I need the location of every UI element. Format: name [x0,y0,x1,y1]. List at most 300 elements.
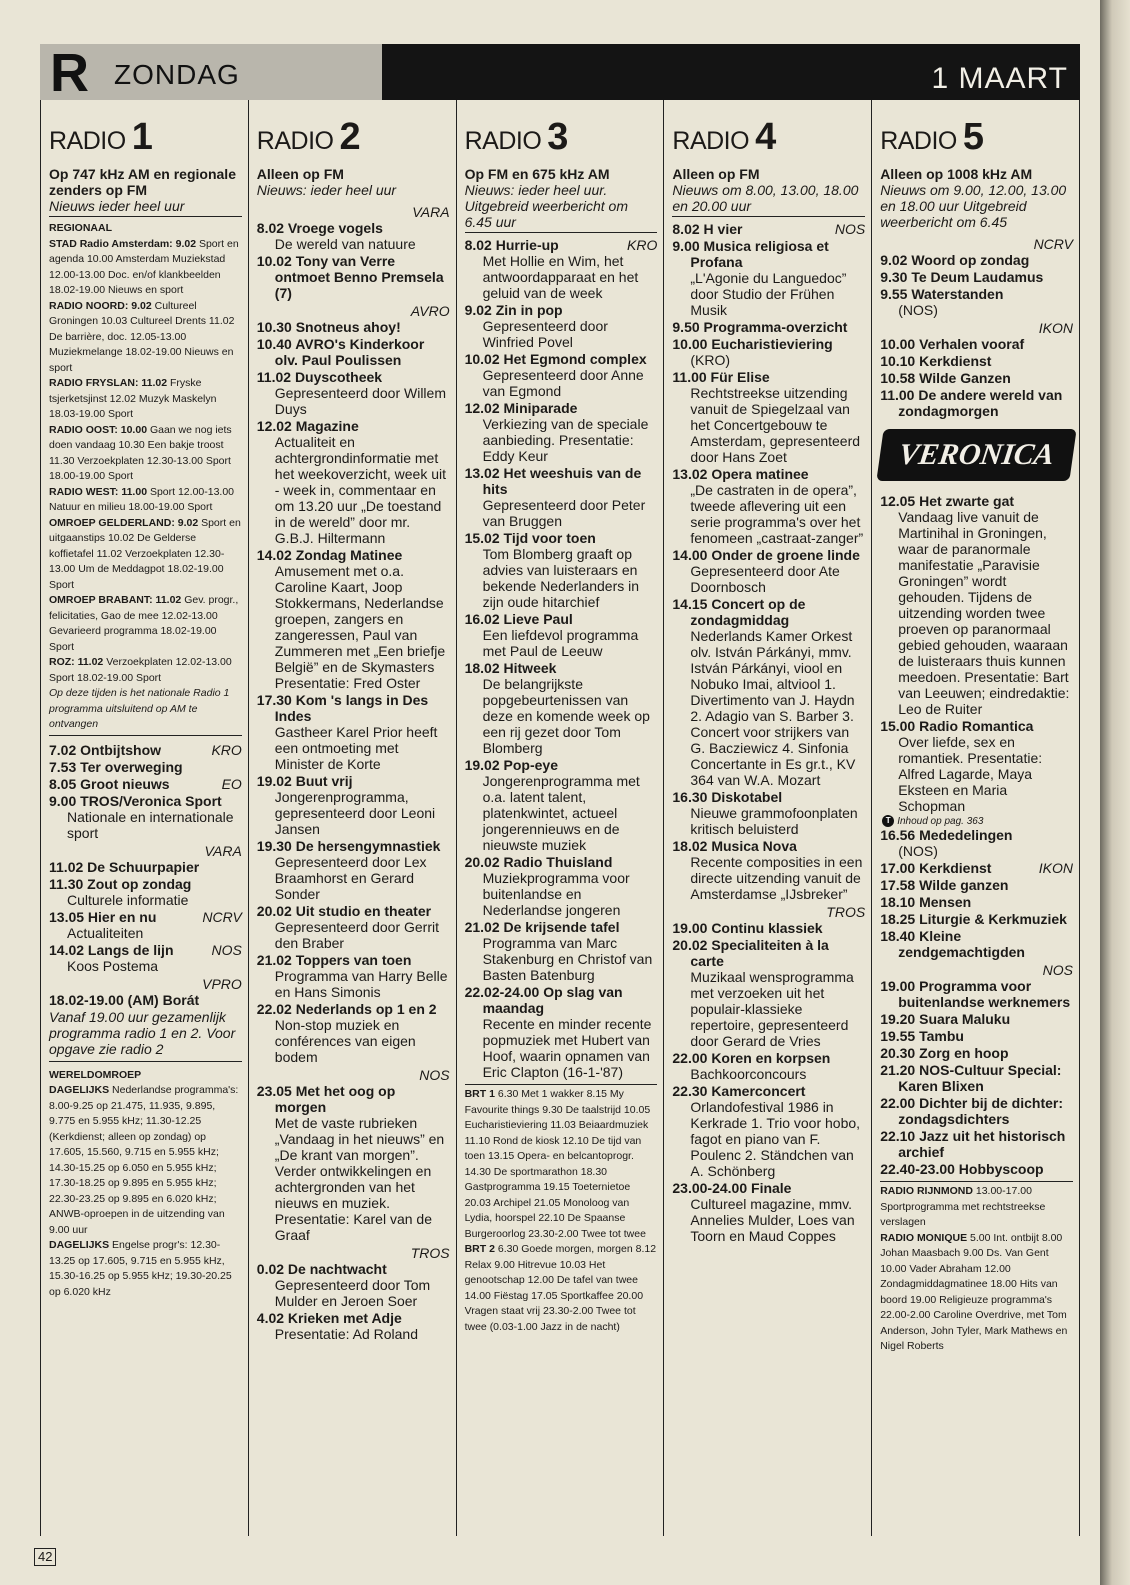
listing-paragraph [49,1068,242,1084]
program-title-text: 19.55 Tambu [880,1028,964,1044]
program-title [257,1001,450,1017]
radio1-title [49,116,242,160]
listing-paragraph [465,1242,658,1335]
program-title [672,238,865,270]
program-title-text: 13.02 Het weeshuis van de hits [464,465,642,497]
program-title [672,1083,865,1099]
program-entry [257,773,450,837]
program-entry [257,547,450,691]
program-title [880,269,1073,285]
program-entry [672,937,865,1049]
radio2-column [249,100,457,1536]
radio4-intro [672,166,865,217]
program-title [49,759,242,775]
program-title [880,894,1073,910]
program-description: Actualiteiten [67,924,144,941]
program-title-text: 18.02-19.00 (AM) Borát [49,991,200,1008]
program-description: Actualiteit en achtergrondinformatie met het weekoverzicht, week uit - week in, commentaar en om 13.20 uur „De toestand in de wereld” door mr. G.B.J. Hiltermann [274,434,446,546]
program-entry [49,759,242,775]
program-title-text: 18.02 Hitweek [464,660,557,676]
program-entry [880,286,1073,318]
program-title-text: 20.02 Uit studio en theater [256,903,432,919]
program-title-text: 17.58 Wilde ganzen [880,877,1009,893]
program-title-text: 4.02 Krieken met Adje [256,1310,402,1326]
listing-paragraph [49,1238,242,1300]
program-title [465,757,658,773]
radio4-column [664,100,872,1536]
program-title [257,773,450,789]
program-title [672,466,865,482]
program-title-text: 19.00 Programma voor buitenlandse werknemers [880,978,1071,1010]
program-title-text: 10.58 Wilde Ganzen [880,370,1011,386]
program-title [672,1180,865,1196]
program-description: Programma van Harry Belle en Hans Simonis [274,968,448,1000]
program-title [49,992,242,1008]
station-name: BRT 2 [464,1243,495,1255]
broadcaster-label: IKON [1038,320,1073,336]
program-title-text: 21.02 De krijsende tafel [464,919,620,935]
station-name: BRT 1 [464,1088,495,1100]
broadcaster-label: TROS [410,1245,450,1261]
station-word: RADIO [49,127,126,155]
program-title [880,978,1073,1010]
program-title-text: 17.00 Kerkdienst [880,860,992,876]
program-description: Gepresenteerd door Willem Duys [274,385,446,417]
program-entry [880,978,1073,1010]
program-entry [465,530,658,610]
program-title [880,1062,1073,1094]
program-entry [672,238,865,318]
program-title [672,319,865,335]
program-title-text: 23.05 Met het oog op morgen [256,1083,396,1115]
program-title-text: 18.10 Mensen [880,894,972,910]
program-title-text: 22.00 Koren en korpsen [672,1050,831,1066]
news-info: Nieuws om 8.00, 13.00, 18.00 en 20.00 uur [672,182,859,214]
program-title [880,1028,1073,1044]
program-title [257,547,450,563]
program-title-text: 19.30 De hersengymnastiek [256,838,441,854]
program-entry [257,1261,450,1309]
station-number: 5 [962,116,984,158]
program-title-text: 12.02 Miniparade [464,400,578,416]
program-title [257,1083,450,1115]
program-title [880,1045,1073,1061]
program-title-text: 18.25 Liturgie & Kerkmuziek [880,911,1067,927]
program-description: Rechtstreekse uitzending vanuit de Spiegelzaal van het Concertgebouw te Amsterdam, gepresenteerd door Hans Zoet [690,385,861,465]
news-info: Nieuws ieder heel uur [49,198,185,214]
program-title [465,237,658,253]
program-title [465,984,658,1016]
program-entry [465,302,658,350]
program-title [49,742,242,758]
program-title-text: 22.10 Jazz uit het historisch archief [880,1128,1066,1160]
broadcaster-label: AVRO [410,303,450,319]
page-number: 42 [34,1548,56,1566]
frequency-info: Alleen op 1008 kHz AM [880,166,1033,182]
program-description: Culturele informatie [67,891,189,908]
program-description: Muziekprogramma voor buitenlandse en Nederlandse jongeren [482,870,630,918]
program-list [465,237,658,1080]
program-title [49,776,242,792]
program-entry [672,920,865,936]
program-entry [880,877,1073,893]
program-description: „De castraten in de opera”, tweede aflevering uit een serie programma's over het fenomeen „castraat-zanger” [690,482,864,546]
program-title-text: 8.02 H vier [672,221,743,237]
program-list [49,742,242,1008]
program-entry [672,1050,865,1082]
world-service-listing [49,1068,242,1301]
program-description: Jongerenprogramma met o.a. latent talent, platenkwintet, actueel jongerennieuws en de nieuwste muziek [482,773,640,853]
program-entry [672,1083,865,1179]
closing-note [49,1009,242,1062]
radio2-title [256,116,450,160]
veronica-program-list [880,493,1073,814]
frequency-info: Alleen op FM [256,166,344,182]
program-description: Gastheer Karel Prior heeft een ontmoeting met Minister de Korte [274,724,438,772]
listing-paragraph [49,593,242,655]
program-entry [257,220,450,252]
program-description: Orlandofestival 1986 in Kerkrade 1. Trio voor hobo, fagot en piano van F. Poulenc 2. Ständchen van A. Schönberg [690,1099,861,1179]
program-description: Jongerenprogramma, gepresenteerd door Leoni Jansen [274,789,436,837]
listing-text: Cultureel Groningen 10.03 Cultureel Drents 11.02 De barrière, doc. 12.05-13.00 Muziekmelange 18.02-19.00 Nieuws en sport [49,299,235,374]
program-entry [672,547,865,595]
listing-text: Gev. progr., felicitaties, Gao de mee 12.02-13.00 Gevarieerd programma 18.02-19.00 Sport [49,594,239,653]
station-columns [40,100,1080,1536]
program-title [49,876,242,892]
program-entry [465,400,658,464]
program-title [672,1050,865,1066]
program-title-text: 0.02 De nachtwacht [256,1261,387,1277]
program-entry [672,1180,865,1244]
program-title-text: 10.00 Eucharistieviering [672,336,833,352]
frequency-info: Alleen op FM [672,166,760,182]
program-title-text: 10.30 Snotneus ahoy! [256,319,401,335]
program-title-text: 18.02 Musica Nova [672,838,797,854]
program-title [257,1310,450,1326]
program-title-text: 23.00-24.00 Finale [672,1180,792,1196]
program-title-text: 8.05 Groot nieuws [49,775,170,792]
program-title-text: 16.56 Mededelingen [880,827,1013,843]
program-title [257,692,450,724]
station-name: OMROEP GELDERLAND: 9.02 [49,516,199,529]
program-title [880,860,1073,876]
program-title-text: 22.02 Nederlands op 1 en 2 [256,1001,437,1017]
program-entry [672,221,865,237]
broadcaster-label: VARA [412,204,450,220]
program-title-text: 8.02 Vroege vogels [256,220,383,236]
broadcaster-label: NOS [419,1067,450,1083]
program-title [880,877,1073,893]
program-entry [880,493,1073,717]
regional-note [49,686,242,736]
program-title-text: 22.40-23.00 Hobbyscoop [880,1161,1044,1177]
program-title [880,336,1073,352]
program-title [465,351,658,367]
program-title-text: 19.02 Buut vrij [256,773,353,789]
regional-listing [49,221,242,686]
listing-paragraph [49,485,242,516]
program-title-text: 19.20 Suara Maluku [880,1011,1011,1027]
program-description: Gepresenteerd door Anne van Egmond [482,367,644,399]
program-entry [880,860,1073,876]
program-entry [465,757,658,853]
program-title [880,928,1073,960]
program-title-text: 9.00 Musica religiosa et Profana [672,238,829,270]
program-title-text: 8.02 Hurrie-up [464,237,559,253]
program-entry [880,911,1073,927]
program-title [880,827,1073,843]
station-name: STAD Radio Amsterdam: 9.02 [49,237,197,250]
program-description: Met de vaste rubrieken „Vandaag in het nieuws” en „De krant van morgen”. Verder ontwikkelingen en achtergronden van het nieuws en muziek. Presentatie: Karel van de Graaf [274,1115,445,1243]
program-title-text: 11.00 Für Elise [672,369,770,385]
program-description: Muzikaal wensprogramma met verzoeken uit het populair-klassieke repertoire, gepresenteerd door Gerard de Vries [690,969,854,1049]
radio2-intro [257,166,450,200]
program-entry [49,793,242,841]
listing-text: 13.00-17.00 Sportprogramma met rechtstreekse verslagen [880,1185,1046,1228]
program-list [257,204,450,1342]
program-title-text: 14.02 Zondag Matinee [256,547,403,563]
note-text: Op deze tijden is het nationale Radio 1 programma uitsluitend op AM te ontvangen [49,686,242,736]
program-title-text: 10.40 AVRO's Kinderkoor olv. Paul Poulissen [256,336,425,368]
listing-text: 6.30 Met 1 wakker 8.15 My Favourite things 9.30 De taalstrijd 10.05 Eucharistieviering 11.03 Beiaardmuziek 11.10 Rond de kiosk 12.10 De tijd van toen 13.15 Opera- en belcantoprogr. 14.30 De sportmarathon 18.30 Gastprogramma 19.15 Toeternietoe 20.03 Archipel 21.05 Monoloog van Lydia, hoorspel 22.10 De Spaanse Burgeroorlog 23.30-2.00 Twee tot twee [464,1088,651,1240]
program-entry [257,952,450,1000]
program-title-text: 22.00 Dichter bij de dichter: zondagsdichters [880,1095,1064,1127]
program-entry [465,351,658,399]
program-title [880,387,1073,419]
program-title [257,319,450,335]
program-list-evening [880,827,1073,1177]
program-entry [465,237,658,301]
station-name: OMROEP BRABANT: 11.02 [49,594,182,606]
header-day-panel [40,43,382,103]
closing-note-text: Vanaf 19.00 uur gezamenlijk programma radio 1 en 2. Voor opgave zie radio 2 [49,1008,236,1057]
listing-paragraph [49,423,242,485]
listing-text: Sport 12.00-13.00 Natuur en milieu 18.00-19.00 Sport [49,485,235,513]
program-title-text: 9.02 Zin in pop [464,302,563,318]
program-description: Gepresenteerd door Winfried Povel [482,318,608,350]
program-entry [257,418,450,546]
program-title-text: 12.05 Het zwarte gat [880,493,1015,509]
listing-paragraph [49,299,242,377]
program-title [672,789,865,805]
program-entry [672,838,865,902]
program-description: Nationale en internationale sport [67,808,234,841]
station-name: ROZ: 11.02 [49,656,104,668]
veronica-logo-text: VERONICA [896,438,1057,471]
program-title [465,465,658,497]
program-title-text: 22.02-24.00 Op slag van maandag [464,984,623,1016]
program-entry [49,909,242,941]
program-title [257,952,450,968]
listing-paragraph [49,516,242,594]
program-description: (NOS) [898,843,938,859]
program-description: Cultureel magazine, mmv. Annelies Mulder, Loes van Toorn en Maud Coppes [690,1196,855,1244]
program-title-text: 14.15 Concert op de zondagmiddag [672,596,806,628]
program-title-text: 10.10 Kerkdienst [880,353,992,369]
program-entry [880,252,1073,268]
listing-paragraph [49,376,242,423]
header-bar [40,43,1080,103]
section-letter: R [50,43,89,103]
program-title-text: 21.02 Toppers van toen [256,952,412,968]
program-description: Vandaag live vanuit de Martinihal in Groningen, waar de paranormale manifestatie „Paravisie Groningen” wordt gehouden. Tijdens de uitzending worden twee proeven op paranormaal gebied gehouden, waaraan de luisteraars thuis kunnen meedoen. Presentatie: Bart van Leeuwen; eindredaktie: Leo de Ruiter [898,509,1070,717]
program-entry [465,660,658,756]
page-edge [1100,0,1130,1585]
program-entry [257,1310,450,1342]
listing-paragraph [880,1231,1073,1355]
program-entry [257,1001,450,1065]
program-title-text: 11.02 De Schuurpapier [49,858,200,875]
program-description: Een liefdevol programma met Paul de Leeuw [482,627,639,659]
radio5-column [872,100,1080,1536]
program-title [672,547,865,563]
broadcaster-tag: NOS [211,941,242,958]
news-info: Nieuws: ieder heel uur. Uitgebreid weerbericht om 6.45 uur [464,182,628,230]
station-word: RADIO [672,127,750,155]
station-name: DAGELIJKS [49,1084,110,1096]
broadcaster-tag: KRO [211,741,242,758]
program-entry [257,253,450,301]
program-title [880,353,1073,369]
program-entry [672,466,865,546]
station-name: REGIONAAL [49,222,112,234]
program-entry [257,336,450,368]
program-entry [49,992,242,1008]
program-entry [880,387,1073,419]
station-number: 3 [547,116,568,158]
program-title-text: 10.02 Het Egmond complex [464,351,647,367]
radio5-title [880,116,1073,160]
program-entry [880,928,1073,960]
listing-paragraph [49,1083,242,1238]
program-title [465,611,658,627]
program-title-text: 19.02 Pop-eye [464,757,558,773]
listing-text: Engelse progr's: 12.30-13.25 op 17.605, 9.715 en 5.955 kHz, 15.30-16.25 op 5.955 kHz; 19.30-20.25 op 6.020 kHz [49,1239,232,1298]
program-title [49,909,242,925]
program-title [672,920,865,936]
program-title [257,903,450,919]
program-entry [257,319,450,335]
program-title [880,911,1073,927]
program-description: Gepresenteerd door Ate Doornbosch [690,563,840,595]
program-entry [465,854,658,918]
program-entry [880,1161,1073,1177]
program-title-text: 10.02 Tony van Verre ontmoet Benno Premsela (7) [256,253,444,301]
broadcaster-tag: KRO [627,237,658,253]
program-description: Gepresenteerd door Peter van Bruggen [482,497,646,529]
listing-text: Verzoekplaten 12.02-13.00 Sport 18.02-19.00 Sport [49,656,232,684]
listing-text: 5.00 Int. ontbijt 8.00 Johan Maasbach 9.00 Ds. Van Gent 10.00 Vader Abraham 12.00 Zondagmiddagmatinee 18.00 Hits van boord 19.00 Religieuze programma's 22.00-2.00 Caroline Overdrive, met Tom Anderson, John Tyler, Mark Mathews en Nigel Roberts [880,1231,1068,1352]
program-description: Bachkoorconcours [690,1066,807,1082]
station-word: RADIO [256,127,334,155]
program-title [672,221,865,237]
program-title [257,369,450,385]
program-title-text: 13.02 Opera matinee [672,466,809,482]
program-title-text: 9.30 Te Deum Laudamus [880,269,1044,285]
program-title-text: 11.00 De andere wereld van zondagmorgen [880,387,1063,419]
program-entry [257,903,450,951]
program-title [49,859,242,875]
listing-text: Gaan we nog iets doen vandaag 10.30 Een bakje troost 11.30 Verzoekplaten 12.30-13.00 Sport 18.00-19.00 Sport [49,423,232,482]
program-title [465,302,658,318]
station-name: RADIO OOST: 10.00 [49,423,148,436]
listing-text: Fryske tsjerketsjinst 12.02 Muzyk Maskelyn 18.03-19.00 Sport [49,377,217,420]
program-title [257,1261,450,1277]
program-title [465,530,658,546]
program-title [880,718,1073,734]
program-entry [672,369,865,465]
radio5-intro [880,166,1073,232]
program-title-text: 11.30 Zout op zondag [49,875,192,892]
program-entry [465,611,658,659]
station-name: RADIO MONIQUE [880,1231,968,1244]
broadcaster-label: VPRO [202,975,242,992]
program-title [672,596,865,628]
program-entry [880,1062,1073,1094]
program-title [257,336,450,368]
program-description: Recente composities in een directe uitzending vanuit de Amsterdamse „IJsbreker” [690,854,863,902]
brt-listing [465,1084,658,1335]
program-description: Recente en minder recente popmuziek met Hubert van Hoof, waarin opnamen van Eric Clapton (16-1-'87) [482,1016,652,1080]
program-description: Nieuwe grammofoonplaten kritisch beluisterd [690,805,858,837]
radio1-intro [49,166,242,217]
frequency-info: Op 747 kHz AM en regionale zenders op FM [49,166,236,198]
broadcaster-label: NOS [1042,962,1073,978]
program-entry [880,269,1073,285]
program-title-text: 21.20 NOS-Cultuur Special: Karen Blixen [880,1062,1062,1094]
program-description: Gepresenteerd door Tom Mulder en Jeroen Soer [274,1277,431,1309]
program-title [880,286,1073,302]
program-entry [49,776,242,792]
station-name: DAGELIJKS [49,1239,110,1251]
station-name: RADIO NOORD: 9.02 [49,299,152,312]
program-title [880,1161,1073,1177]
program-description: Nederlands Kamer Orkest olv. István Párkányi, mmv. István Párkányi, viool en Nobuko Imai, altviool 1. Divertimento van J. Haydn 2. Adagio van S. Barber 3. Concert voor strijkers van G. Bacziewicz 4. Sinfonia Concertante in Es gr.t., KV 364 van W.A. Mozart [690,628,856,788]
program-title-text: 16.02 Lieve Paul [464,611,573,627]
program-list [880,236,1073,419]
program-title-text: 14.00 Onder de groene linde [672,547,860,563]
program-description: Over liefde, sex en romantiek. Presentatie: Alfred Lagarde, Maya Eksteen en Maria Schopman [898,734,1043,814]
news-info: Nieuws: ieder heel uur [256,182,397,198]
broadcaster-tag: NCRV [202,908,242,925]
program-title [880,1011,1073,1027]
station-name: WERELDOMROEP [49,1068,142,1081]
program-title [257,220,450,236]
program-entry [257,369,450,417]
program-title-text: 16.30 Diskotabel [672,789,783,805]
program-title-text: 20.02 Specialiteiten à la carte [672,937,829,969]
program-title [880,493,1073,509]
program-entry [257,838,450,902]
program-title [465,660,658,676]
program-title-text: 13.05 Hier en nu [49,908,157,925]
program-entry [880,1128,1073,1160]
program-title-text: 9.50 Programma-overzicht [672,319,848,335]
program-title-text: 7.53 Ter overweging [49,758,183,775]
program-title [465,400,658,416]
program-description: Non-stop muziek en conférences van eigen bodem [274,1017,416,1065]
listing-paragraph [49,221,242,237]
broadcaster-label: NCRV [1033,236,1073,252]
program-entry [672,319,865,335]
program-entry [49,859,242,875]
listing-text: Sport en agenda 10.00 Amsterdam Muziekstad 12.00-13.00 Doc. en/of klankbeelden 18.02-19.00 Nieuws en sport [49,237,239,296]
program-description: „L'Agonie du Languedoc” door Studio der Frühen Musik [690,270,847,318]
program-entry [672,336,865,368]
program-description: Koos Postema [67,957,159,974]
radio1-column [41,100,249,1536]
listing-paragraph [49,655,242,686]
